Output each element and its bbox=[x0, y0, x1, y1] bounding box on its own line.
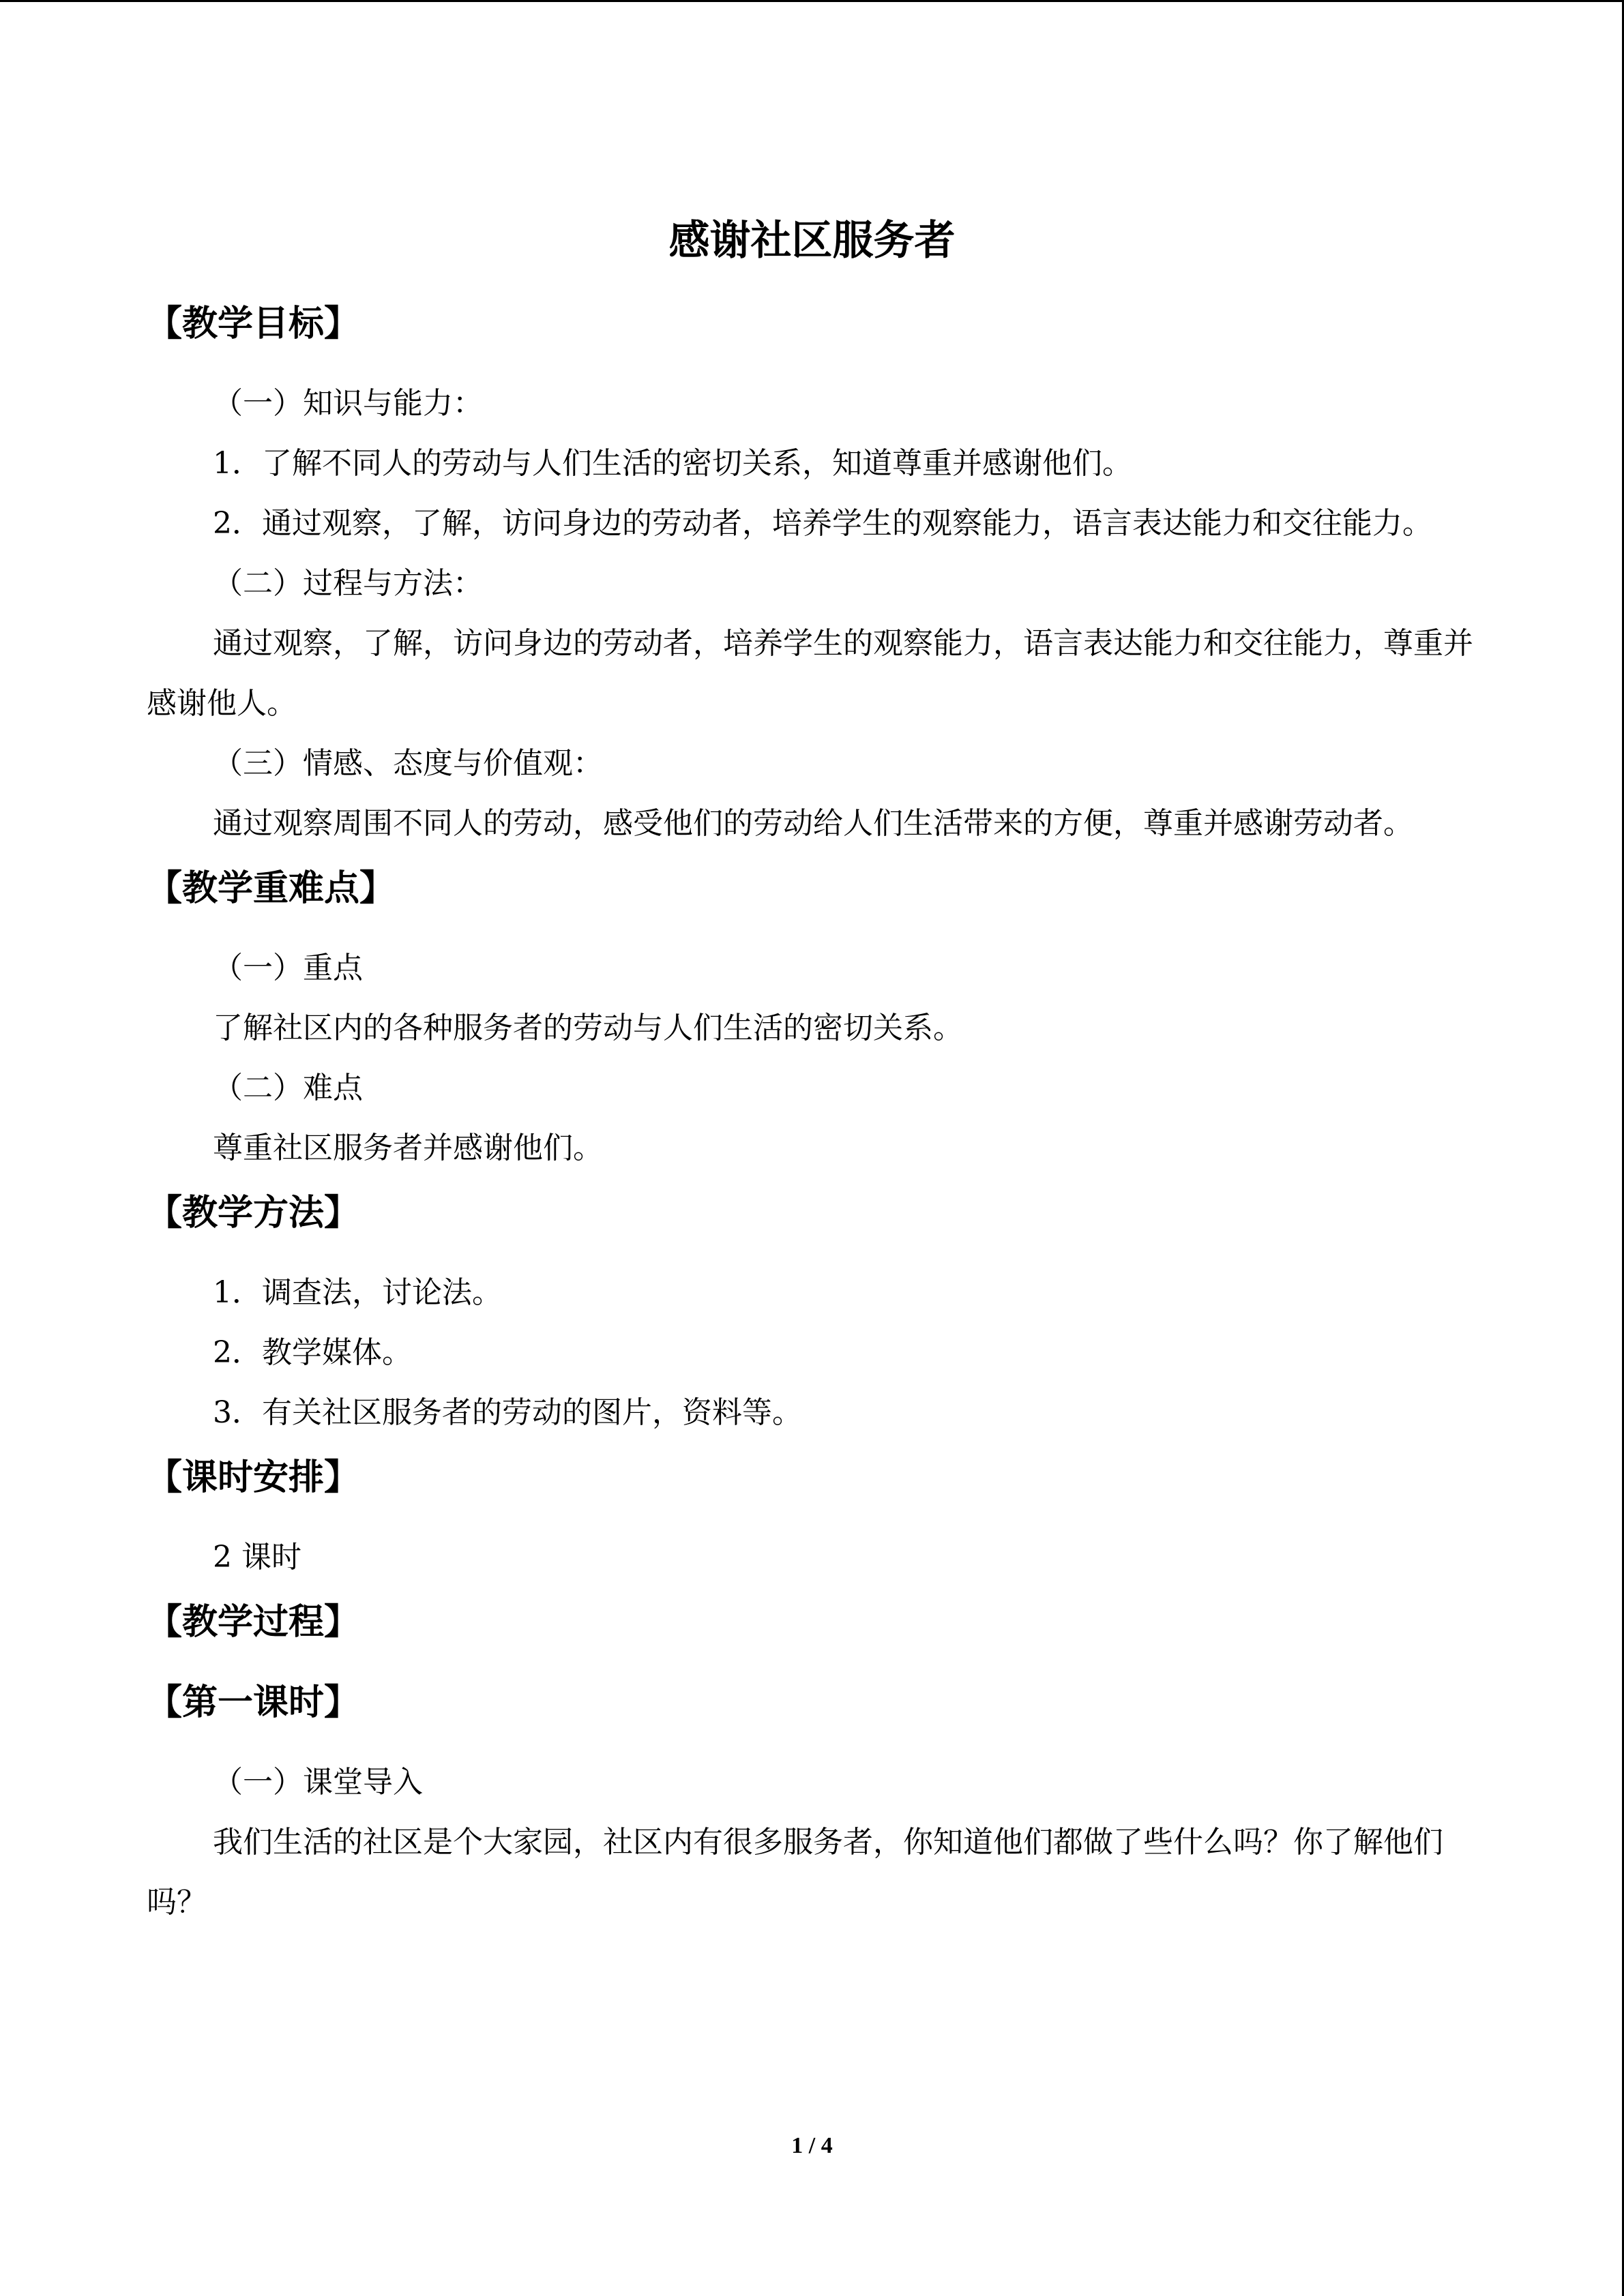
section-heading-keypoints: 【教学重难点】 bbox=[147, 867, 396, 909]
methods-item-3: 3．有关社区服务者的劳动的图片，资料等。 bbox=[213, 1395, 802, 1430]
section-heading-schedule: 【课时安排】 bbox=[147, 1457, 360, 1498]
section-heading-methods: 【教学方法】 bbox=[147, 1192, 360, 1234]
section-heading-lesson1: 【第一课时】 bbox=[147, 1682, 360, 1723]
schedule-para: 2 课时 bbox=[213, 1540, 301, 1575]
document-body bbox=[147, 293, 1480, 1933]
methods-item-2: 2．教学媒体。 bbox=[213, 1335, 412, 1370]
goals-item-1: 1．了解不同人的劳动与人们生活的密切关系，知道尊重并感谢他们。 bbox=[213, 446, 1132, 481]
methods-item-1: 1．调查法，讨论法。 bbox=[213, 1275, 502, 1310]
goals-sub-process: （二）过程与方法： bbox=[213, 566, 483, 601]
goals-para-process: 通过观察，了解，访问身边的劳动者，培养学生的观察能力，语言表达能力和交往能力，尊重并感谢他人。 bbox=[147, 626, 1473, 721]
goals-para-values: 通过观察周围不同人的劳动，感受他们的劳动给人们生活带来的方便，尊重并感谢劳动者。 bbox=[213, 806, 1413, 841]
goals-item-2: 2．通过观察，了解，访问身边的劳动者，培养学生的观察能力，语言表达能力和交往能力。 bbox=[213, 506, 1432, 541]
keypoints-para-focus: 了解社区内的各种服务者的劳动与人们生活的密切关系。 bbox=[213, 1011, 963, 1045]
goals-sub-values: （三）情感、态度与价值观： bbox=[213, 746, 603, 781]
section-heading-goals: 【教学目标】 bbox=[147, 303, 360, 344]
lesson1-sub-intro: （一）课堂导入 bbox=[213, 1765, 423, 1800]
lesson1-para-intro: 我们生活的社区是个大家园，社区内有很多服务者，你知道他们都做了些什么吗？你了解他们吗？ bbox=[147, 1825, 1443, 1920]
keypoints-para-difficulty: 尊重社区服务者并感谢他们。 bbox=[213, 1131, 603, 1165]
keypoints-sub-focus: （一）重点 bbox=[213, 951, 363, 985]
page-border-top bbox=[0, 0, 1624, 2]
section-heading-process: 【教学过程】 bbox=[147, 1601, 360, 1643]
page-number: 1 / 4 bbox=[791, 2133, 833, 2158]
document-title: 感谢社区服务者 bbox=[668, 217, 956, 265]
keypoints-sub-difficulty: （二）难点 bbox=[213, 1071, 363, 1105]
goals-sub-knowledge: （一）知识与能力： bbox=[213, 386, 483, 421]
